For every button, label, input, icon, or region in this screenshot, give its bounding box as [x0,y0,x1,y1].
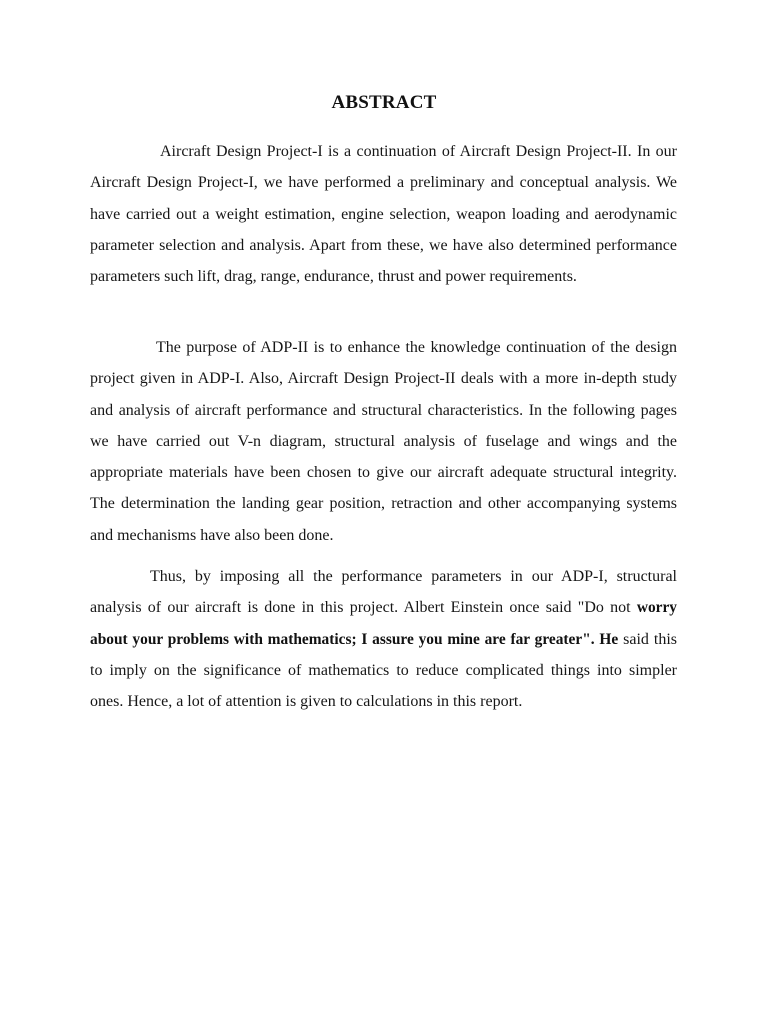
abstract-paragraph-2: The purpose of ADP-II is to enhance the knowledge continuation of the design project given in ADP-I. Also, Aircraft Design Project-II deals with a more in-depth study and analysis of aircraft performance and structural characteristics. In the following pages we have carried out V-n diagram, structural analysis of fuselage and wings and the appropriate materials have been chosen to give our aircraft adequate structural integrity. The determination the landing gear position, retraction and other accompanying systems and mechanisms have also been done. [90,339,677,544]
abstract-paragraph-3 [90,561,677,717]
page-title: ABSTRACT [331,92,437,113]
einstein-quote: worry about your problems with mathematics; I assure you mine are far greater". He [90,599,677,648]
paragraph-3-conclusion: said this to imply on the significance of mathematics to reduce complicated things into simpler ones. Hence, a lot of attention is given to calculations in this report. [90,630,677,711]
abstract-paragraph-1: Aircraft Design Project-I is a continuation of Aircraft Design Project-II. In our Aircraft Design Project-I, we have performed a preliminary and conceptual analysis. We have carried out a weight estimation, engine selection, weapon loading and aerodynamic parameter selection and analysis. Apart from these, we have also determined performance parameters such lift, drag, range, endurance, thrust and power requirements. [90,143,677,286]
paragraph-3-intro: Thus, by imposing all the performance parameters in our ADP-I, structural analysis of our aircraft is done in this project. Albert Einstein once said "Do not [90,568,677,617]
